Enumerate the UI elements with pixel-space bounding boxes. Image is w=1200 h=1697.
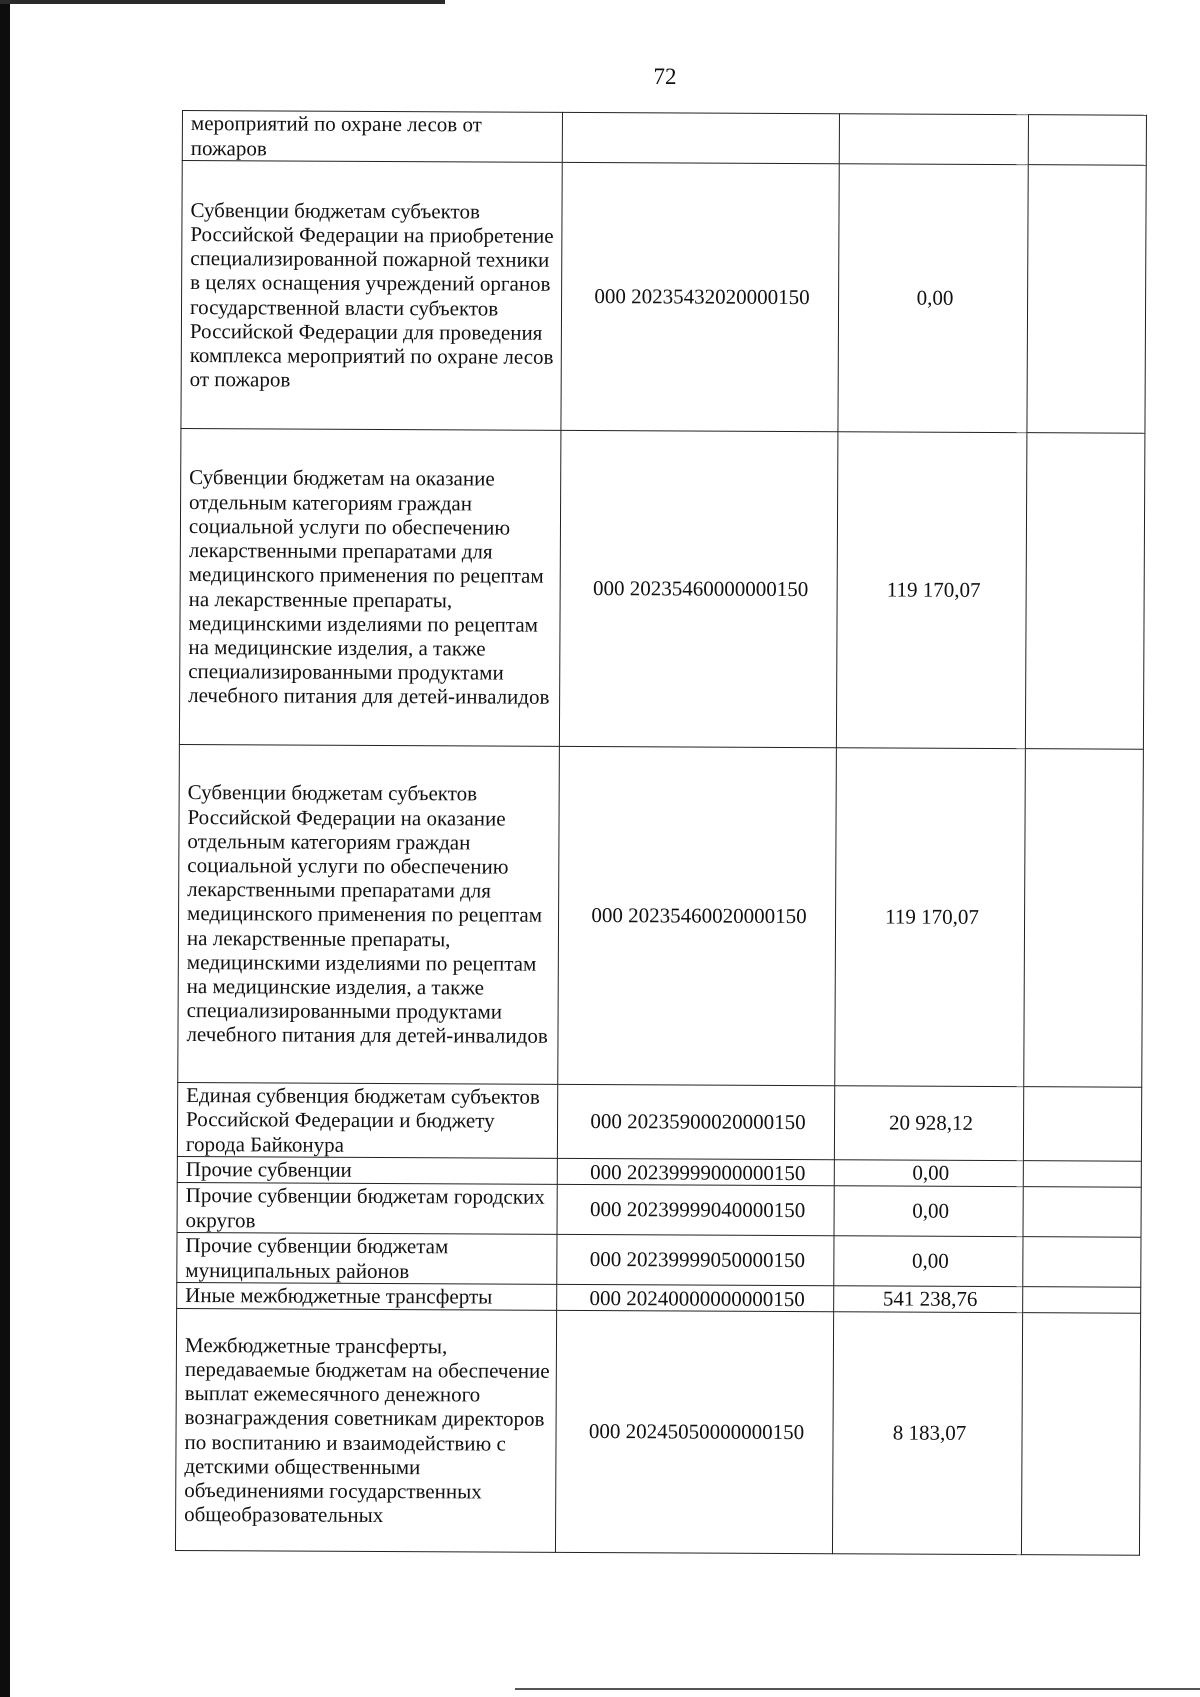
row-name: Прочие субвенции бюджетам городских округов — [177, 1182, 557, 1234]
row-amount: 0,00 — [838, 164, 1028, 433]
row-code: 000 20235900020000150 — [557, 1084, 834, 1159]
row-name: Единая субвенция бюджетам субъектов Российской Федерации и бюджету города Байконура — [177, 1082, 557, 1158]
row-amount: 119 170,07 — [835, 748, 1026, 1087]
row-empty-cell — [1023, 1287, 1141, 1314]
row-code: 000 20245050000000150 — [555, 1310, 833, 1553]
row-empty-cell — [1027, 165, 1146, 434]
row-code — [562, 112, 839, 163]
scan-edge-top — [0, 0, 445, 4]
page-number: 72 — [653, 64, 677, 89]
row-amount: 8 183,07 — [832, 1312, 1022, 1555]
budget-table — [175, 110, 1147, 1556]
row-amount: 541 238,76 — [834, 1286, 1023, 1313]
row-amount: 0,00 — [834, 1186, 1023, 1237]
row-name: Субвенции бюджетам субъектов Российской Федерации на приобретение специализированной пожарной техники в целях оснащения учреждений органов государственной власти субъектов Российской Федерации для проведения комплекса мероприятий по охране лесов от пожаров — [181, 161, 562, 431]
row-name: Субвенции бюджетам на оказание отдельным категориям граждан социальной услуги по обеспечению лекарственными препаратами для медицинского применения по рецептам на лекарственные препараты, медицинскими изделиями по рецептам на медицинские изделия, а также специализированными продуктами лечебного питания для детей-инвалидов — [179, 428, 561, 746]
scan-edge-bottom — [515, 1688, 1200, 1690]
table-row — [181, 161, 1146, 434]
row-code: 000 20235432020000150 — [561, 162, 839, 431]
table-row — [177, 1232, 1141, 1287]
row-code: 000 20239999000000150 — [557, 1158, 834, 1185]
row-empty-cell — [1023, 1237, 1141, 1288]
row-empty-cell — [1023, 1187, 1141, 1238]
row-name: Прочие субвенции бюджетам муниципальных районов — [177, 1232, 557, 1284]
row-code: 000 20235460020000150 — [558, 746, 837, 1085]
row-empty-cell — [1025, 433, 1145, 750]
row-name: Межбюджетные трансферты, передаваемые бюджетам на обеспечение выплат ежемесячного денежного вознаграждения советникам директоров по воспитанию и взаимодействию с детскими общественными объединениями государственных общеобразовательных — [175, 1308, 556, 1552]
table-row — [179, 428, 1145, 749]
scan-edge-left — [0, 0, 10, 1697]
row-empty-cell — [1023, 1087, 1141, 1162]
table-row — [177, 1082, 1141, 1161]
row-amount — [839, 114, 1028, 165]
row-code: 000 20240000000000150 — [557, 1284, 834, 1311]
row-empty-cell — [1021, 1313, 1140, 1556]
table-row — [182, 111, 1146, 166]
table-row — [175, 1308, 1140, 1555]
row-amount: 20 928,12 — [834, 1086, 1023, 1161]
row-amount: 0,00 — [834, 1160, 1023, 1187]
row-name: Иные межбюджетные трансферты — [177, 1282, 557, 1310]
row-name: Субвенции бюджетам субъектов Российской Федерации на оказание отдельным категориям граждан социальной услуги по обеспечению лекарственными препаратами для медицинского применения по рецептам на лекарственные препараты, медицинскими изделиями по рецептам на медицинские изделия, а также специализированными продуктами лечебного питания для детей-инвалидов — [178, 744, 560, 1084]
row-amount: 119 170,07 — [836, 432, 1027, 749]
table-row — [178, 744, 1144, 1087]
row-empty-cell — [1023, 1161, 1141, 1188]
row-name: Прочие субвенции — [177, 1156, 557, 1184]
row-name: мероприятий по охране лесов от пожаров — [182, 111, 562, 163]
row-code: 000 20239999040000150 — [557, 1184, 834, 1235]
table-row — [177, 1182, 1141, 1237]
row-empty-cell — [1024, 749, 1144, 1088]
row-amount: 0,00 — [834, 1236, 1023, 1287]
row-empty-cell — [1028, 115, 1146, 166]
row-code: 000 20239999050000150 — [557, 1234, 834, 1285]
row-code: 000 20235460000000150 — [559, 430, 838, 747]
